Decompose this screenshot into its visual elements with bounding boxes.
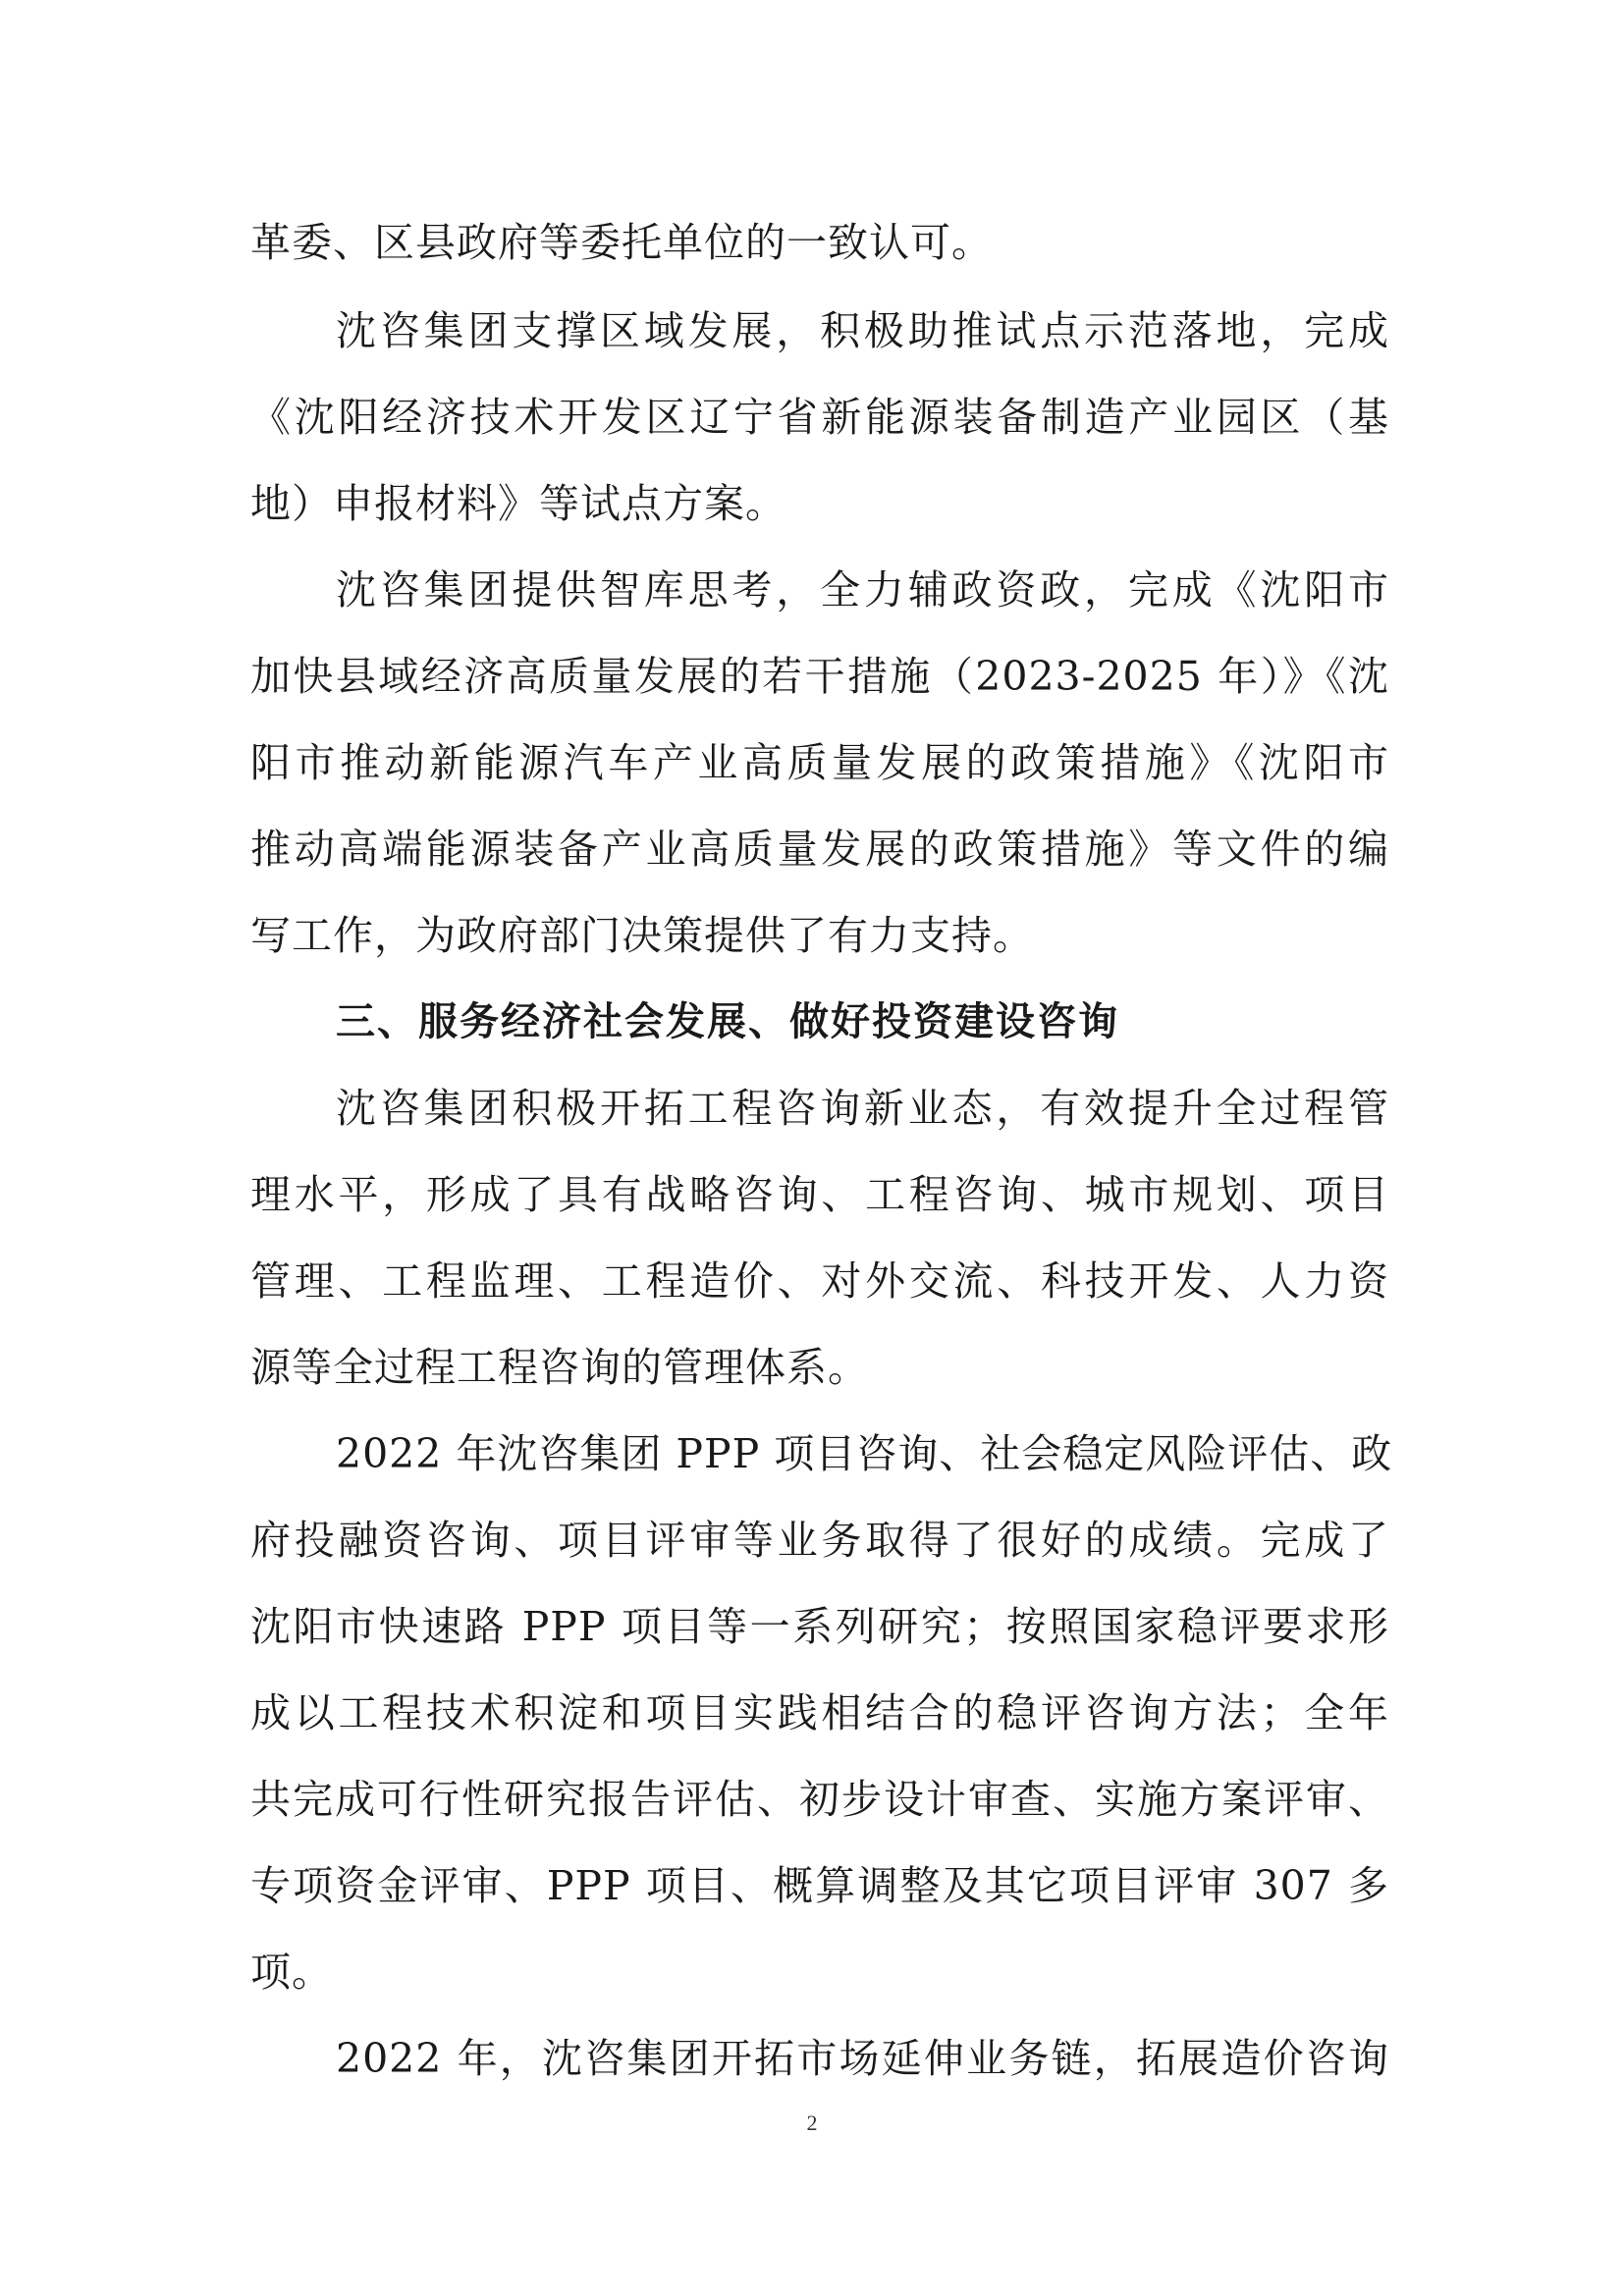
text-line: 《沈阳经济技术开发区辽宁省新能源装备制造产业园区（基 — [250, 394, 1389, 441]
text-line: 写工作，为政府部门决策提供了有力支持。 — [250, 912, 1034, 959]
paragraph-start-line: 沈咨集团积极开拓工程咨询新业态，有效提升全过程管 — [336, 1085, 1389, 1132]
paragraph-start-line: 2022 年，沈咨集团开拓市场延伸业务链，拓展造价咨询 — [336, 2035, 1389, 2082]
text-line: 府投融资咨询、项目评审等业务取得了很好的成绩。完成了 — [250, 1517, 1389, 1564]
text-line: 革委、区县政府等委托单位的一致认可。 — [250, 219, 993, 266]
text-line: 加快县域经济高质量发展的若干措施（2023-2025 年）》《沈 — [250, 653, 1389, 700]
text-line: 阳市推动新能源汽车产业高质量发展的政策措施》《沈阳市 — [250, 739, 1389, 786]
text-line: 共完成可行性研究报告评估、初步设计审查、实施方案评审、 — [250, 1776, 1389, 1823]
text-line: 理水平，形成了具有战略咨询、工程咨询、城市规划、项目 — [250, 1171, 1389, 1218]
paragraph-start-line: 2022 年沈咨集团 PPP 项目咨询、社会稳定风险评估、政 — [336, 1430, 1393, 1477]
text-line: 源等全过程工程咨询的管理体系。 — [250, 1344, 869, 1391]
text-line: 推动高端能源装备产业高质量发展的政策措施》等文件的编 — [250, 826, 1389, 873]
text-line: 专项资金评审、PPP 项目、概算调整及其它项目评审 307 多 — [250, 1862, 1389, 1909]
section-heading: 三、服务经济社会发展、做好投资建设咨询 — [336, 999, 1119, 1044]
paragraph-start-line: 沈咨集团支撑区域发展，积极助推试点示范落地，完成 — [336, 307, 1389, 354]
text-line: 成以工程技术积淀和项目实践相结合的稳评咨询方法；全年 — [250, 1689, 1389, 1736]
text-line: 沈阳市快速路 PPP 项目等一系列研究；按照国家稳评要求形 — [250, 1603, 1389, 1650]
text-line: 地）申报材料》等试点方案。 — [250, 480, 786, 527]
text-line: 项。 — [250, 1949, 333, 1996]
text-line: 管理、工程监理、工程造价、对外交流、科技开发、人力资 — [250, 1257, 1389, 1305]
page-number: 2 — [806, 2110, 818, 2135]
paragraph-start-line: 沈咨集团提供智库思考，全力辅政资政，完成《沈阳市 — [336, 566, 1389, 614]
